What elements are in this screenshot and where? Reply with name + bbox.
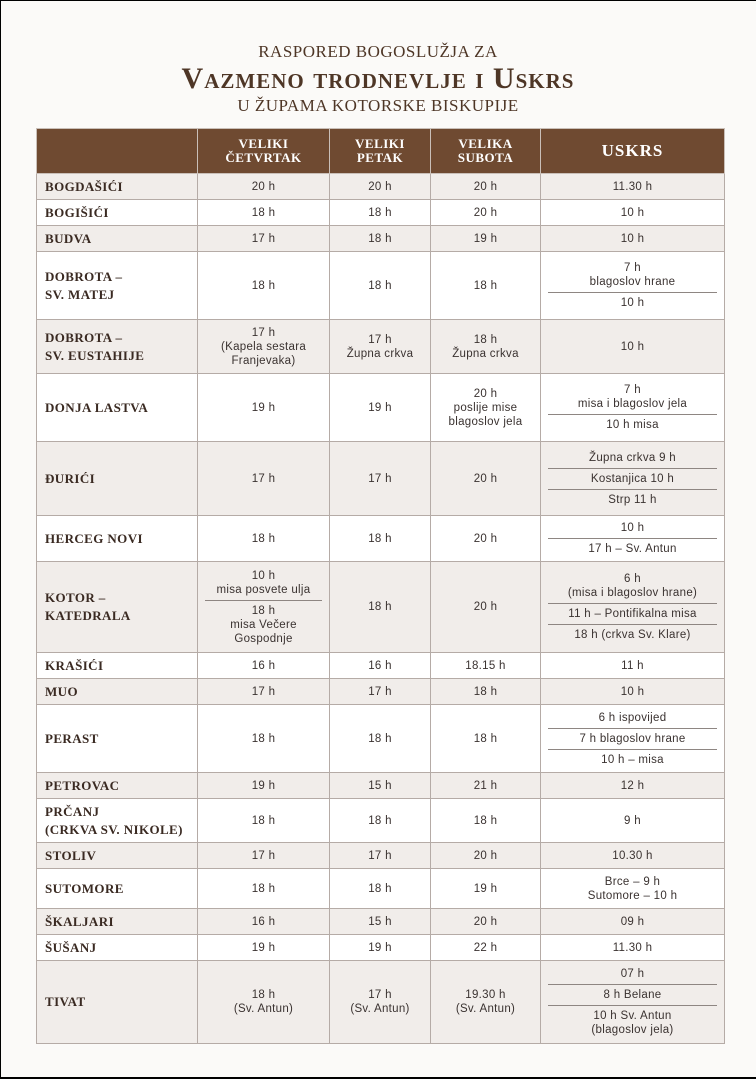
time-entry: 15 h	[368, 779, 392, 792]
time-cell-subota	[431, 226, 541, 252]
time-cell-uskrs	[541, 252, 725, 320]
time-entry: 18 h	[251, 732, 276, 745]
header-label: SUBOTA	[457, 150, 514, 165]
parish-name-line: KRAŠIĆI	[45, 657, 104, 673]
parish-name	[37, 909, 198, 935]
time-entry: 18 h	[251, 532, 276, 545]
time-cell-petak	[330, 799, 431, 843]
time-entry: 7 h blagoslov hrane	[548, 728, 717, 749]
header-label: VELIKA	[458, 136, 513, 151]
parish-name	[37, 226, 198, 252]
time-cell-petak	[330, 516, 431, 562]
time-entry: 17 h	[368, 472, 392, 485]
time-entry: 18 h	[368, 601, 392, 613]
parish-name	[37, 653, 198, 679]
parish-name-line: BOGIŠIĆI	[45, 204, 109, 220]
header-velika-subota	[431, 129, 541, 174]
time-cell-petak	[330, 869, 431, 909]
header-veliki-petak	[330, 129, 431, 174]
time-entry: 19 h	[368, 401, 392, 414]
time-cell-uskrs	[541, 679, 725, 705]
table-header-row	[37, 129, 725, 174]
parish-name	[37, 869, 198, 909]
parish-name-line: ĐURIĆI	[45, 470, 96, 486]
parish-name	[37, 516, 198, 562]
time-cell-petak	[330, 200, 431, 226]
table-row	[37, 843, 725, 869]
time-entry: 10.30 h	[612, 849, 653, 862]
table-row	[37, 909, 725, 935]
time-cell-subota	[431, 516, 541, 562]
parish-name	[37, 679, 198, 705]
header-label: VELIKI	[238, 136, 289, 151]
time-cell-uskrs	[541, 773, 725, 799]
schedule-table	[36, 128, 725, 1044]
parish-name-line: SV. EUSTAHIJE	[45, 347, 145, 363]
parish-name	[37, 843, 198, 869]
time-entry: 22 h	[473, 941, 498, 954]
header-veliki-cetvrtak	[198, 129, 330, 174]
time-entry: 18 h	[473, 814, 498, 827]
time-entry: 9 h	[624, 814, 641, 827]
parish-name-line: DOBROTA –	[45, 329, 123, 345]
time-entry: 18 h misa Večere Gospodnje	[205, 600, 322, 649]
time-entry: 18 h	[368, 532, 392, 545]
time-entry: 18 h	[368, 814, 392, 827]
time-entry: 19 h	[368, 941, 392, 954]
time-cell-subota	[431, 174, 541, 200]
time-entry: 19 h	[473, 882, 498, 895]
time-entry: 18 h	[251, 206, 276, 219]
time-cell-petak	[330, 961, 431, 1044]
time-cell-petak	[330, 653, 431, 679]
time-cell-cetvrtak	[198, 200, 330, 226]
parish-name	[37, 252, 198, 320]
time-entry: 17 h – Sv. Antun	[548, 538, 717, 559]
time-cell-cetvrtak	[198, 320, 330, 374]
time-cell-uskrs	[541, 374, 725, 442]
table-row	[37, 799, 725, 843]
time-cell-uskrs	[541, 562, 725, 653]
time-cell-uskrs	[541, 226, 725, 252]
time-entry: 10 h Sv. Antun (blagoslov jela)	[548, 1005, 717, 1040]
time-cell-cetvrtak	[198, 374, 330, 442]
time-entry: 10 h	[620, 232, 645, 245]
time-entry: 20 h	[473, 180, 498, 193]
time-cell-uskrs	[541, 843, 725, 869]
time-entry: 18 h (crkva Sv. Klare)	[548, 624, 717, 645]
header-label: USKRS	[601, 141, 664, 160]
parish-name-line: BUDVA	[45, 230, 92, 246]
table-row	[37, 516, 725, 562]
heading	[0, 42, 756, 116]
time-cell-subota	[431, 200, 541, 226]
time-entry: Kostanjica 10 h	[548, 468, 717, 489]
parish-name-line: TIVAT	[45, 994, 86, 1009]
parish-name-line: KATEDRALA	[45, 608, 131, 623]
time-cell-petak	[330, 252, 431, 320]
time-entry: 6 h ispovijed	[598, 711, 667, 724]
parish-name-line: SV. MATEJ	[45, 286, 115, 302]
time-entry: Strp 11 h	[548, 489, 717, 510]
time-entry: 18 h	[251, 279, 276, 292]
time-entry: 17 h	[368, 849, 392, 862]
parish-name-line: HERCEG NOVI	[45, 530, 143, 546]
parish-name-line: PETROVAC	[45, 777, 120, 793]
time-entry: 19.30 h (Sv. Antun)	[455, 989, 516, 1015]
time-cell-petak	[330, 174, 431, 200]
parish-name	[37, 961, 198, 1044]
header-label: VELIKI	[355, 136, 405, 151]
table-row	[37, 374, 725, 442]
parish-name	[37, 174, 198, 200]
time-cell-subota	[431, 252, 541, 320]
time-entry: 20 h	[473, 849, 498, 862]
time-entry: 17 h (Kapela sestara Franjevaka)	[220, 326, 307, 367]
time-entry: 16 h	[251, 659, 276, 672]
time-cell-cetvrtak	[198, 653, 330, 679]
time-entry: 18 h	[368, 279, 392, 292]
table-body	[37, 174, 725, 1044]
time-entry: 16 h	[251, 915, 276, 928]
table-row	[37, 320, 725, 374]
time-cell-subota	[431, 935, 541, 961]
time-entry: 20 h	[473, 472, 498, 485]
parish-name-line: ŠUŠANJ	[45, 939, 97, 955]
table-row	[37, 562, 725, 653]
time-cell-cetvrtak	[198, 935, 330, 961]
time-cell-subota	[431, 961, 541, 1044]
time-cell-cetvrtak	[198, 516, 330, 562]
parish-name-line: DONJA LASTVA	[45, 399, 149, 415]
time-entry: 11 h – Pontifikalna misa	[548, 603, 717, 624]
parish-name	[37, 799, 198, 843]
time-entry: 18 h	[473, 279, 498, 292]
time-entry: 18 h	[473, 685, 498, 698]
table-row	[37, 442, 725, 516]
table-row	[37, 653, 725, 679]
parish-name	[37, 200, 198, 226]
time-entry: 18 h	[251, 882, 276, 895]
time-entry: 17 h (Sv. Antun)	[350, 989, 410, 1015]
time-entry: 20 h	[473, 915, 498, 928]
time-cell-subota	[431, 374, 541, 442]
time-entry: 19 h	[251, 941, 276, 954]
time-cell-uskrs	[541, 961, 725, 1044]
time-entry: 10 h	[548, 292, 717, 313]
time-entry: 19 h	[473, 232, 498, 245]
parish-name-line: PRČANJ	[45, 803, 100, 819]
time-entry: 7 h blagoslov hrane	[589, 262, 676, 288]
time-entry: 18 h	[368, 882, 392, 895]
time-cell-subota	[431, 705, 541, 773]
table-row	[37, 252, 725, 320]
time-cell-petak	[330, 705, 431, 773]
time-entry: 20 h	[473, 206, 498, 219]
parish-name	[37, 773, 198, 799]
time-cell-petak	[330, 442, 431, 516]
time-cell-uskrs	[541, 320, 725, 374]
time-cell-petak	[330, 562, 431, 653]
time-cell-uskrs	[541, 799, 725, 843]
header-label: ČETVRTAK	[225, 150, 302, 165]
time-cell-cetvrtak	[198, 562, 330, 653]
table-row	[37, 705, 725, 773]
parish-name-line: ŠKALJARI	[45, 913, 114, 929]
time-entry: 10 h	[620, 685, 645, 698]
header-cell-empty	[37, 129, 198, 174]
time-entry: 18 h	[368, 232, 392, 245]
time-cell-uskrs	[541, 909, 725, 935]
time-entry: 10 h	[620, 522, 645, 534]
time-entry: 20 h	[368, 180, 392, 193]
parish-name	[37, 562, 198, 653]
time-cell-cetvrtak	[198, 252, 330, 320]
time-entry: 17 h	[251, 849, 276, 862]
time-cell-cetvrtak	[198, 679, 330, 705]
time-entry: 7 h misa i blagoslov jela	[577, 384, 688, 410]
parish-name	[37, 374, 198, 442]
time-cell-cetvrtak	[198, 869, 330, 909]
time-cell-uskrs	[541, 935, 725, 961]
time-cell-uskrs	[541, 200, 725, 226]
time-cell-cetvrtak	[198, 909, 330, 935]
time-entry: Brce – 9 h Sutomore – 10 h	[587, 875, 678, 902]
table-row	[37, 200, 725, 226]
table-row	[37, 226, 725, 252]
parish-name-line: DOBROTA –	[45, 268, 123, 284]
parish-name-line: PERAST	[45, 730, 99, 746]
time-cell-uskrs	[541, 442, 725, 516]
time-cell-subota	[431, 562, 541, 653]
time-entry: 17 h	[251, 232, 276, 245]
time-cell-subota	[431, 320, 541, 374]
time-entry: 21 h	[473, 779, 498, 792]
time-cell-cetvrtak	[198, 226, 330, 252]
time-entry: 17 h	[251, 472, 276, 485]
time-entry: 18 h (Sv. Antun)	[233, 989, 294, 1015]
time-entry: 16 h	[368, 659, 392, 672]
time-entry: 10 h misa posvete ulja	[216, 569, 311, 596]
time-cell-petak	[330, 226, 431, 252]
time-cell-uskrs	[541, 705, 725, 773]
time-entry: 11.30 h	[612, 180, 653, 193]
time-cell-cetvrtak	[198, 442, 330, 516]
parish-name	[37, 705, 198, 773]
time-cell-petak	[330, 320, 431, 374]
parish-name	[37, 442, 198, 516]
time-entry: 10 h	[620, 206, 645, 219]
time-cell-subota	[431, 442, 541, 516]
time-entry: 10 h – misa	[548, 749, 717, 770]
time-entry: 8 h Belane	[548, 984, 717, 1005]
time-cell-subota	[431, 909, 541, 935]
parish-name-line: MUO	[45, 683, 78, 699]
time-entry: 11.30 h	[612, 941, 653, 954]
time-cell-subota	[431, 679, 541, 705]
time-entry: 18 h	[251, 814, 276, 827]
time-cell-cetvrtak	[198, 961, 330, 1044]
parish-name-line: STOLIV	[45, 847, 97, 863]
table-row	[37, 773, 725, 799]
parish-name-line: SUTOMORE	[45, 880, 124, 896]
parish-name	[37, 935, 198, 961]
time-entry: Župna crkva 9 h	[589, 451, 676, 464]
time-cell-petak	[330, 909, 431, 935]
time-entry: 20 h poslije mise blagoslov jela	[448, 387, 523, 428]
time-entry: 18 h	[368, 206, 392, 219]
table-row	[37, 679, 725, 705]
time-entry: 12 h	[620, 779, 645, 792]
time-entry: 20 h	[251, 180, 276, 193]
parish-name-line: BOGDAŠIĆI	[45, 178, 124, 194]
parish-name-line: (CRKVA SV. NIKOLE)	[45, 821, 183, 837]
heading-line-1: RASPORED BOGOSLUŽJA ZA	[258, 42, 498, 61]
time-entry: 20 h	[473, 532, 498, 545]
time-cell-cetvrtak	[198, 843, 330, 869]
time-entry: 11 h	[621, 659, 644, 672]
time-cell-uskrs	[541, 516, 725, 562]
parish-name	[37, 320, 198, 374]
time-entry: 18.15 h	[465, 659, 506, 672]
heading-title: Vazmeno trodnevlje i Uskrs	[181, 62, 575, 95]
time-entry: 17 h	[368, 685, 392, 698]
table-row	[37, 869, 725, 909]
time-entry: 18 h	[368, 732, 392, 745]
time-cell-uskrs	[541, 869, 725, 909]
time-cell-subota	[431, 869, 541, 909]
time-entry: 15 h	[368, 915, 392, 928]
time-cell-petak	[330, 773, 431, 799]
time-cell-petak	[330, 843, 431, 869]
time-entry: 19 h	[251, 779, 276, 792]
time-entry: 17 h	[251, 685, 276, 698]
header-uskrs	[541, 129, 725, 174]
time-entry: 18 h Župna crkva	[452, 333, 519, 360]
time-entry: 07 h	[620, 968, 645, 980]
parish-name-line: KOTOR –	[45, 590, 106, 605]
time-cell-petak	[330, 935, 431, 961]
time-cell-petak	[330, 679, 431, 705]
table-row	[37, 961, 725, 1044]
header-label: PETAK	[356, 150, 404, 165]
time-cell-petak	[330, 374, 431, 442]
time-cell-uskrs	[541, 174, 725, 200]
time-entry: 19 h	[251, 401, 276, 414]
time-cell-subota	[431, 773, 541, 799]
time-entry: 20 h	[473, 601, 498, 613]
time-cell-uskrs	[541, 653, 725, 679]
time-entry: 18 h	[473, 732, 498, 745]
time-cell-cetvrtak	[198, 174, 330, 200]
time-cell-cetvrtak	[198, 773, 330, 799]
time-cell-cetvrtak	[198, 705, 330, 773]
time-entry: 17 h Župna crkva	[346, 333, 414, 360]
time-entry: 10 h misa	[548, 414, 717, 435]
time-cell-subota	[431, 653, 541, 679]
time-cell-cetvrtak	[198, 799, 330, 843]
table-row	[37, 174, 725, 200]
heading-line-3: U ŽUPAMA KOTORSKE BISKUPIJE	[237, 96, 519, 115]
time-entry: 09 h	[620, 915, 645, 928]
table-row	[37, 935, 725, 961]
time-cell-subota	[431, 843, 541, 869]
time-entry: 6 h (misa i blagoslov hrane)	[567, 573, 698, 599]
time-entry: 10 h	[620, 340, 645, 353]
time-cell-subota	[431, 799, 541, 843]
